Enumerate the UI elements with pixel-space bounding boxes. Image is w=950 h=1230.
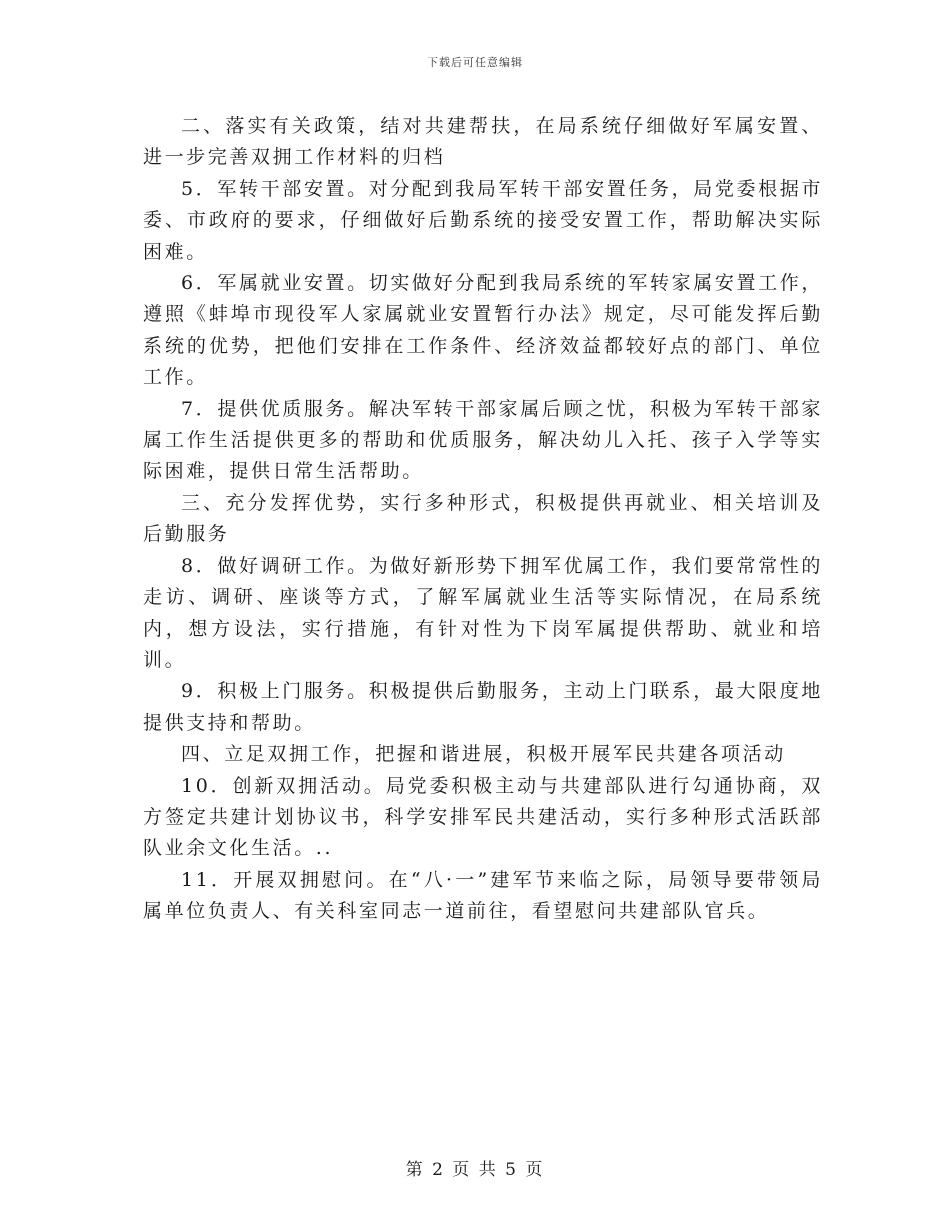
document-body: [143, 111, 823, 928]
paragraph-item-11: 11．开展双拥慰问。在“八·一”建军节来临之际，局领导要带领局属单位负责人、有关科室同志一道前往，看望慰问共建部队官兵。: [143, 868, 823, 923]
page-header: 下载后可任意编辑: [427, 56, 523, 69]
paragraph-item-7: 7．提供优质服务。解决军转干部家属后顾之忧，积极为军转干部家属工作生活提供更多的帮助和优质服务，解决幼儿入托、孩子入学等实际困难，提供日常生活帮助。: [143, 397, 823, 483]
paragraph-section-2-heading: 二、落实有关政策，结对共建帮扶，在局系统仔细做好军属安置、进一步完善双拥工作材料的归档: [143, 115, 823, 169]
paragraph-section-4-heading: 四、立足双拥工作，把握和谐进展，积极开展军民共建各项活动: [181, 743, 786, 766]
paragraph-item-5: 5．军转干部安置。对分配到我局军转干部安置任务，局党委根据市委、市政府的要求，仔细做好后勤系统的接受安置工作，帮助解决实际困难。: [143, 177, 823, 263]
paragraph-item-6: 6．军属就业安置。切实做好分配到我局系统的军转家属安置工作，遵照《蚌埠市现役军人家属就业安置暂行办法》规定，尽可能发挥后勤系统的优势，把他们安排在工作条件、经济效益都较好点的部门、单位工作。: [143, 272, 823, 389]
paragraph-item-8: 8．做好调研工作。为做好新形势下拥军优属工作，我们要常常性的走访、调研、座谈等方式，了解军属就业生活等实际情况，在局系统内，想方设法，实行措施，有针对性为下岗军属提供帮助、就业和培训。: [143, 554, 823, 671]
page-number-footer: 第 2 页 共 5 页: [405, 1160, 545, 1180]
paragraph-item-9: 9．积极上门服务。积极提供后勤服务，主动上门联系，最大限度地提供支持和帮助。: [143, 680, 823, 734]
paragraph-section-3-heading: 三、充分发挥优势，实行多种形式，积极提供再就业、相关培训及后勤服务: [143, 491, 823, 546]
paragraph-item-10: 10．创新双拥活动。局党委积极主动与共建部队进行勾通协商，双方签定共建计划协议书，科学安排军民共建活动，实行多种形式活跃部队业余文化生活。..: [143, 774, 823, 860]
